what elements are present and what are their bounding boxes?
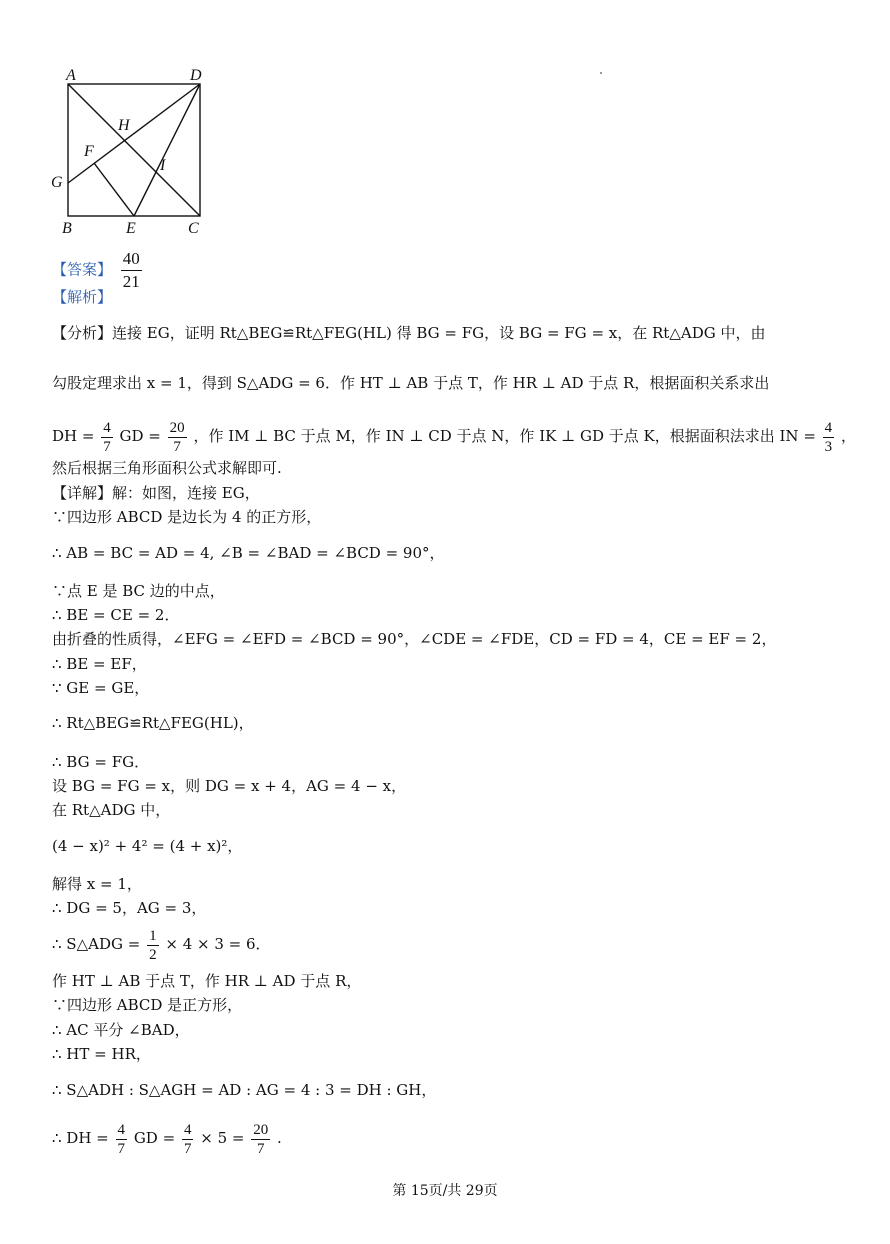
analysis-tag-line — [52, 287, 112, 307]
label-f: F — [84, 143, 94, 160]
label-a: A — [66, 67, 76, 84]
detail-line-26: ∴ DH = $\frac{4}{7}$ GD = $\frac{4}{7}$ × 5 = $\frac{20}{7}$ . — [52, 1121, 282, 1157]
analysis-tag: 【解析】 — [52, 288, 113, 306]
fraction-4-7-a: $\frac{4}{7}$ — [117, 1121, 126, 1157]
stray-dot — [600, 72, 602, 74]
answer-tag: 【答案】 — [52, 260, 113, 279]
label-e: E — [126, 220, 136, 237]
detail-line-5: 【详解】解：如图，连接 EG， — [52, 484, 260, 502]
detail-line-6: ∵四边形 ABCD 是边长为 4 的正方形， — [52, 508, 322, 526]
label-b: B — [62, 220, 72, 237]
label-c: C — [188, 220, 199, 237]
fraction-4-7: $\frac{4}{7}$ — [103, 419, 111, 455]
analysis-line-2: 勾股定理求出 x = 1，得到 S△ADG = 6．作 HT ⊥ AB 于点 T，作 HR ⊥ AD 于点 R，根据面积关系求出 — [52, 374, 770, 392]
detail-line-23: ∴ AC 平分 ∠BAD， — [52, 1021, 190, 1039]
fraction-20-7: $\frac{20}{7}$ — [169, 419, 185, 455]
analysis-line-3: DH = $\frac{4}{7}$ GD = $\frac{20}{7}$ ，作 IM ⊥ BC 于点 M，作 IN ⊥ CD 于点 N，作 IK ⊥ GD 于点 K，根据面积法求出 IN = $\frac{4}{3}$ ， — [52, 419, 856, 455]
detail-line-14: ∴ BG = FG． — [52, 753, 150, 771]
detail-line-22: ∵四边形 ABCD 是正方形， — [52, 996, 243, 1014]
fraction-20-7-b: $\frac{20}{7}$ — [253, 1121, 269, 1157]
label-h: H — [118, 117, 130, 134]
detail-line-21: 作 HT ⊥ AB 于点 T，作 HR ⊥ AD 于点 R， — [52, 972, 362, 990]
detail-line-18: 解得 x = 1， — [52, 875, 142, 893]
detail-line-17: (4 − x)² + 4² = (4 + x)²， — [52, 837, 243, 855]
detail-line-13: ∴ Rt△BEG≌Rt△FEG(HL)， — [52, 714, 254, 732]
analysis-line-4: 然后根据三角形面积公式求解即可. — [52, 459, 282, 477]
fraction-4-3: $\frac{4}{3}$ — [824, 419, 833, 455]
label-d: D — [190, 67, 202, 84]
detail-line-11: ∴ BE = EF， — [52, 655, 147, 673]
label-g: G — [51, 174, 63, 191]
detail-line-16: 在 Rt△ADG 中， — [52, 801, 171, 819]
detail-line-12: ∵ GE = GE， — [52, 679, 150, 697]
detail-line-24: ∴ HT = HR， — [52, 1045, 151, 1063]
detail-line-20: ∴ S△ADG = $\frac{1}{2}$ × 4 × 3 = 6． — [52, 927, 271, 963]
fraction-4-7-b: $\frac{4}{7}$ — [183, 1121, 192, 1157]
segment-fe — [94, 163, 134, 216]
detail-line-10: 由折叠的性质得，∠EFG = ∠EFD = ∠BCD = 90°，∠CDE = ∠FDE，CD = FD = 4，CE = EF = 2， — [52, 630, 777, 648]
detail-line-8: ∵点 E 是 BC 边的中点， — [52, 582, 225, 600]
fraction-1-2: $\frac{1}{2}$ — [149, 927, 157, 963]
detail-line-15: 设 BG = FG = x，则 DG = x + 4，AG = 4 − x， — [52, 777, 407, 795]
segment-dg — [68, 84, 200, 183]
detail-line-19: ∴ DG = 5，AG = 3， — [52, 899, 207, 917]
detail-line-25: ∴ S△ADH : S△AGH = AD : AG = 4 : 3 = DH : GH， — [52, 1081, 437, 1099]
detail-line-7: ∴ AB = BC = AD = 4, ∠B = ∠BAD = ∠BCD = 90°， — [52, 544, 445, 562]
label-i: I — [160, 157, 166, 174]
geometry-diagram — [44, 60, 224, 240]
answer-fraction: $\frac{40}{21}$ — [122, 249, 140, 291]
segment-de — [134, 84, 200, 216]
analysis-line-1: 【分析】连接 EG，证明 Rt△BEG≌Rt△FEG(HL) 得 BG = FG，设 BG = FG = x，在 Rt△ADG 中，由 — [52, 324, 766, 342]
page-footer: 第 15页/共 29页 — [392, 1183, 498, 1199]
detail-line-9: ∴ BE = CE = 2． — [52, 606, 180, 624]
